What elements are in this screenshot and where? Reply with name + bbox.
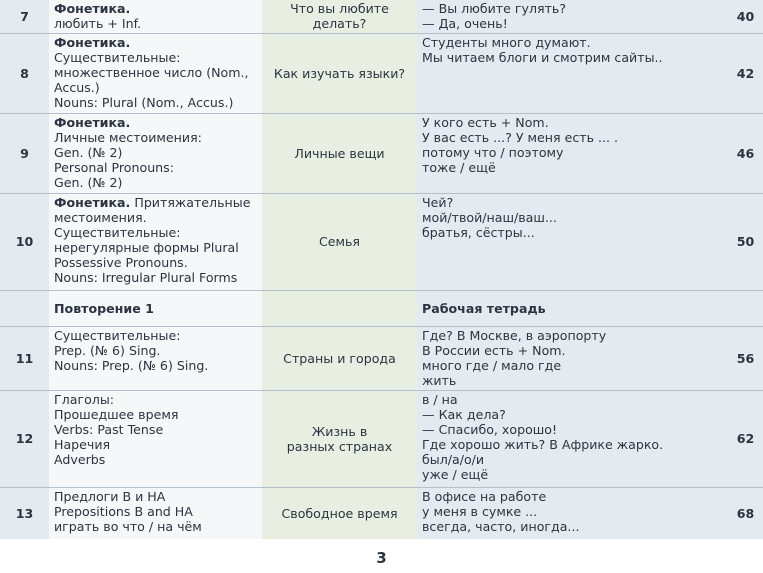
grammar-line	[54, 1, 262, 16]
communication-cell	[417, 487, 718, 539]
grammar-line	[54, 145, 262, 160]
grammar-line-text: Gen. (№ 2)	[54, 174, 123, 190]
grammar-line-text: Личные местоимения:	[54, 129, 202, 145]
communication-cell	[417, 326, 718, 390]
communication-line: — Да, очень!	[422, 16, 508, 31]
communication-line: тоже / ещё	[422, 159, 496, 175]
grammar-line-text: местоимения.	[54, 209, 147, 225]
lesson-number: 10	[0, 193, 49, 290]
communication-line: жить	[422, 372, 457, 388]
grammar-line-text: Nouns: Prep. (№ 6) Sing.	[54, 357, 209, 373]
grammar-line-text: Существительные:	[54, 327, 181, 343]
page-ref: 56	[718, 326, 763, 390]
topic-line: Личные вещи	[294, 145, 385, 161]
communication-line: У кого есть + Nom.	[422, 114, 549, 130]
grammar-line-text: Предлоги В и НА	[54, 488, 166, 504]
grammar-line	[54, 210, 262, 225]
grammar-cell	[49, 390, 262, 487]
grammar-cell	[49, 326, 262, 390]
communication-line: всегда, часто, иногда...	[422, 518, 580, 534]
communication-line: В России есть + Nom.	[422, 342, 566, 358]
communication-cell	[417, 290, 718, 326]
grammar-line-text: Глаголы:	[54, 391, 115, 407]
lesson-number: 11	[0, 326, 49, 390]
communication-line: Мы читаем блоги и смотрим сайты..	[422, 49, 663, 65]
lesson-number: 7	[0, 0, 49, 33]
communication-line: потому что / поэтому	[422, 144, 564, 160]
topic-cell	[262, 33, 417, 113]
page-ref: 40	[718, 0, 763, 33]
communication-line: много где / мало где	[422, 357, 562, 373]
grammar-cell	[49, 0, 262, 33]
grammar-line-text: нерегулярные формы Plural	[54, 239, 239, 255]
communication-cell	[417, 193, 718, 290]
grammar-cell	[49, 290, 262, 326]
lesson-number: 9	[0, 113, 49, 193]
grammar-line	[54, 195, 262, 210]
grammar-line-bold: Фонетика.	[54, 114, 131, 130]
table-row	[0, 33, 763, 113]
grammar-cell	[49, 113, 262, 193]
topic-line: Свободное время	[281, 505, 398, 521]
topic-cell	[262, 390, 417, 487]
grammar-cell	[49, 193, 262, 290]
communication-cell	[417, 113, 718, 193]
communication-line: — Спасибо, хорошо!	[422, 421, 558, 437]
communication-line: Студенты много думают.	[422, 34, 591, 50]
grammar-line	[54, 255, 262, 270]
communication-line: у меня в сумке ...	[422, 503, 538, 519]
grammar-cell	[49, 33, 262, 113]
communication-line: — Вы любите гулять?	[422, 1, 567, 16]
grammar-line	[54, 519, 262, 534]
grammar-line	[54, 489, 262, 504]
grammar-line-text: Accus.)	[54, 79, 100, 95]
grammar-line	[54, 35, 262, 50]
grammar-line-text: Прошедшее время	[54, 406, 179, 422]
topic-cell	[262, 326, 417, 390]
topic-line: Страны и города	[283, 350, 396, 366]
grammar-line	[54, 225, 262, 240]
grammar-line	[54, 130, 262, 145]
grammar-line	[54, 343, 262, 358]
grammar-line	[54, 16, 262, 31]
topic-cell	[262, 193, 417, 290]
grammar-line	[54, 504, 262, 519]
topic-cell	[262, 0, 417, 33]
grammar-line-text: Prepositions В and НА	[54, 503, 193, 519]
grammar-line-bold: Фонетика.	[54, 194, 131, 210]
grammar-line-text: Personal Pronouns:	[54, 159, 174, 175]
grammar-line	[54, 240, 262, 255]
table-row	[0, 390, 763, 487]
communication-line: В офисе на работе	[422, 488, 547, 504]
page-ref: 42	[718, 33, 763, 113]
grammar-line	[54, 50, 262, 65]
topic-line: делать?	[312, 16, 367, 32]
grammar-line-text: Adverbs	[54, 451, 106, 467]
grammar-line-text: Наречия	[54, 436, 111, 452]
grammar-line-text: Prep. (№ 6) Sing.	[54, 342, 161, 358]
grammar-line	[54, 328, 262, 343]
grammar-line	[54, 95, 262, 110]
communication-line: братья, сёстры...	[422, 224, 535, 240]
page-ref: 68	[718, 487, 763, 539]
grammar-line-text: Nouns: Plural (Nom., Accus.)	[54, 94, 234, 110]
topic-line: Жизнь в	[311, 423, 368, 439]
table-row	[0, 0, 763, 33]
grammar-line	[54, 175, 262, 190]
grammar-cell	[49, 487, 262, 539]
lesson-number: 13	[0, 487, 49, 539]
communication-cell	[417, 0, 718, 33]
topic-line: Что вы любите	[290, 1, 389, 17]
workbook-title: Рабочая тетрадь	[422, 300, 546, 316]
grammar-line	[54, 452, 262, 467]
communication-line: был/а/о/и	[422, 451, 485, 467]
communication-cell	[417, 33, 718, 113]
communication-line: мой/твой/наш/ваш...	[422, 209, 557, 225]
page-number: 3	[376, 549, 387, 567]
lesson-number: 12	[0, 390, 49, 487]
page-ref: 46	[718, 113, 763, 193]
grammar-line	[54, 270, 262, 285]
review-title: Повторение 1	[54, 300, 154, 316]
grammar-line	[54, 437, 262, 452]
topic-cell-empty	[262, 290, 417, 326]
grammar-line	[54, 160, 262, 175]
grammar-line	[54, 407, 262, 422]
grammar-line	[54, 80, 262, 95]
grammar-line	[54, 65, 262, 80]
topic-line: разных странах	[286, 438, 393, 454]
grammar-line-text: Verbs: Past Tense	[54, 421, 164, 437]
communication-line: Чей?	[422, 194, 454, 210]
communication-line: в / на	[422, 391, 458, 407]
table-row	[0, 193, 763, 290]
grammar-line-bold: Фонетика.	[54, 34, 131, 50]
communication-line: уже / ещё	[422, 466, 489, 482]
communication-line: — Как дела?	[422, 406, 506, 422]
communication-line: У вас есть ...? У меня есть ... .	[422, 129, 619, 145]
grammar-line-text: играть во что / на чём	[54, 518, 202, 534]
grammar-line-text: Nouns: Irregular Plural Forms	[54, 269, 238, 285]
grammar-line-text: Существительные:	[54, 224, 181, 240]
topic-cell	[262, 487, 417, 539]
grammar-line	[54, 358, 262, 373]
communication-line: Где? В Москве, в аэропорту	[422, 327, 607, 343]
communication-line: Где хорошо жить? В Африке жарко.	[422, 436, 664, 452]
grammar-line	[54, 392, 262, 407]
grammar-line-text: Притяжательные	[130, 194, 251, 210]
page-ref: 50	[718, 193, 763, 290]
grammar-line-text: Gen. (№ 2)	[54, 144, 123, 160]
topic-cell	[262, 113, 417, 193]
grammar-line	[54, 115, 262, 130]
lesson-number: 8	[0, 33, 49, 113]
grammar-line-text: любить + Inf.	[54, 16, 142, 31]
grammar-line-text: Possessive Pronouns.	[54, 254, 188, 270]
topic-line: Как изучать языки?	[273, 65, 406, 81]
page-ref-empty	[718, 290, 763, 326]
grammar-line	[54, 422, 262, 437]
page-ref: 62	[718, 390, 763, 487]
grammar-line-text: множественное число (Nom.,	[54, 64, 249, 80]
review-row	[0, 290, 763, 326]
table-row	[0, 487, 763, 539]
lesson-number-empty	[0, 290, 49, 326]
topic-line: Семья	[318, 234, 361, 249]
communication-cell	[417, 390, 718, 487]
table-row	[0, 326, 763, 390]
grammar-line-bold: Фонетика.	[54, 1, 131, 16]
table-row	[0, 113, 763, 193]
grammar-line-text: Существительные:	[54, 49, 181, 65]
